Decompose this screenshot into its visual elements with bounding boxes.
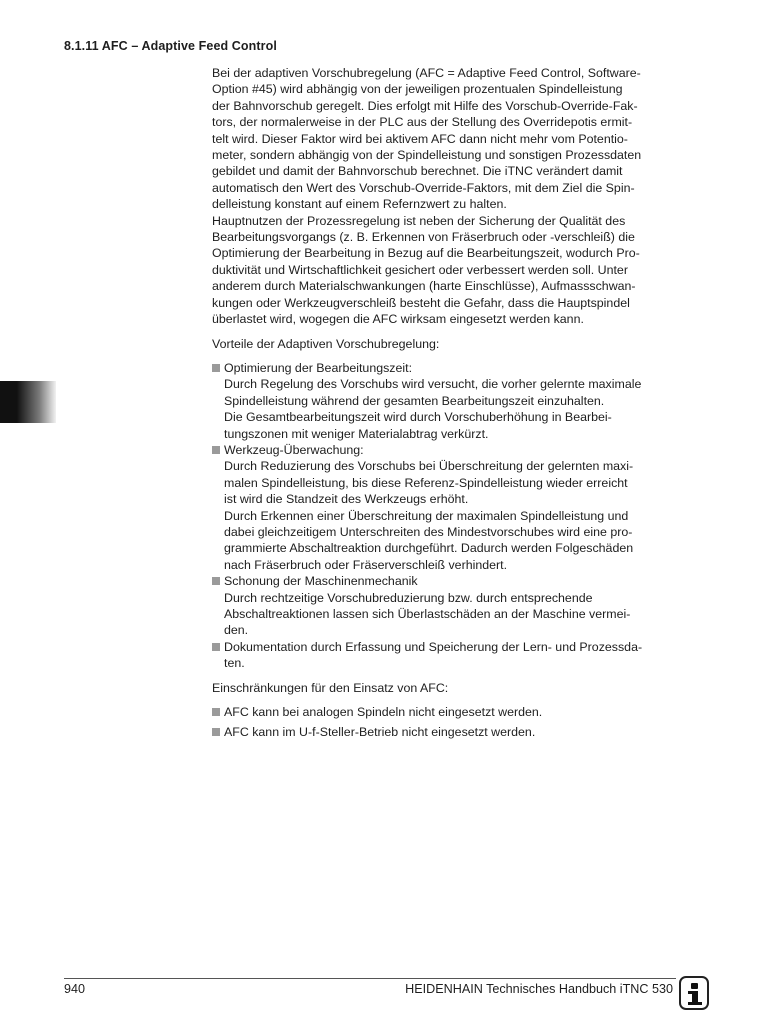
restrictions-list xyxy=(212,704,678,741)
list-item-title: Optimierung der Bearbeitungszeit: xyxy=(224,360,413,375)
text-line: Hauptnutzen der Prozessregelung ist neben der Sicherung der Qualität des xyxy=(212,213,626,228)
list-item-title: Dokumentation durch Erfassung und Speicherung der Lern- und Prozessda- xyxy=(224,639,643,654)
text-line: Durch rechtzeitige Vorschubreduzierung bzw. durch entsprechende xyxy=(224,590,593,605)
list-item xyxy=(212,573,678,639)
list-item xyxy=(212,639,678,672)
text-line: tors, der normalerweise in der PLC aus der Stellung des Overridepotis ermit- xyxy=(212,115,633,130)
footer-divider xyxy=(64,978,676,979)
text-line: ten. xyxy=(224,656,245,671)
text-line: den. xyxy=(224,623,249,638)
text-line: meter, sondern abhängig von der Spindelleistung und sonstigen Prozessdaten xyxy=(212,148,642,163)
text-line: telt wird. Dieser Faktor wird bei aktivem AFC dann nicht mehr vom Potentio- xyxy=(212,131,628,146)
text-line: automatisch den Wert des Vorschub-Override-Faktors, mit dem Ziel die Spin- xyxy=(212,180,635,195)
text-line: Spindelleistung während der gesamten Bearbeitungszeit einzuhalten. xyxy=(224,393,605,408)
square-bullet-icon xyxy=(212,577,220,585)
text-line: gebildet und damit der Bahnvorschub berechnet. Die iTNC verändert damit xyxy=(212,164,623,179)
list-item-title: Werkzeug-Überwachung: xyxy=(224,442,364,457)
list-item xyxy=(212,704,678,720)
text-line: kungen oder Werkzeugverschleiß besteht die Gefahr, dass die Hauptspindel xyxy=(212,295,630,310)
list-item-title: Schonung der Maschinenmechanik xyxy=(224,574,418,589)
text-line: malen Spindelleistung, bis diese Referenz-Spindelleistung wieder erreicht xyxy=(224,475,628,490)
text-line: ist wird die Standzeit des Werkzeugs erhöht. xyxy=(224,492,469,507)
text-line: Bearbeitungsvorgangs (z. B. Erkennen von Fräserbruch oder -verschleiß) die xyxy=(212,230,635,245)
footer-title: HEIDENHAIN Technisches Handbuch iTNC 530 xyxy=(405,982,673,996)
text-line: duktivität und Wirtschaftlichkeit gesichert oder verbessert werden soll. Unter xyxy=(212,262,628,277)
list-item xyxy=(212,360,678,442)
list-item-text: AFC kann im U-f-Steller-Betrieb nicht eingesetzt werden. xyxy=(224,725,536,740)
section-heading: 8.1.11 AFC – Adaptive Feed Control xyxy=(64,39,277,53)
text-line: anderem durch Materialschwankungen (harte Einschlüsse), Aufmassschwan- xyxy=(212,279,636,294)
list-item-text: AFC kann bei analogen Spindeln nicht eingesetzt werden. xyxy=(224,705,543,720)
text-line: tungszonen mit weniger Materialabtrag verkürzt. xyxy=(224,426,489,441)
text-line: Abschaltreaktionen lassen sich Überlastschäden an der Maschine vermei- xyxy=(224,607,631,621)
text-line: Durch Reduzierung des Vorschubs bei Überschreitung der gelernten maxi- xyxy=(224,459,634,474)
text-line: Die Gesamtbearbeitungszeit wird durch Vorschuberhöhung in Bearbei- xyxy=(224,410,612,425)
text-line: Durch Erkennen einer Überschreitung der maximalen Spindelleistung und xyxy=(224,508,629,523)
text-line: Option #45) wird abhängig von der jeweiligen prozentualen Spindelleistung xyxy=(212,82,623,97)
text-line: delleistung konstant auf einem Refernzwert zu halten. xyxy=(212,197,507,212)
text-line: überlastet wird, wogegen die AFC wirksam eingesetzt werden kann. xyxy=(212,312,584,327)
chapter-tab xyxy=(0,381,56,423)
square-bullet-icon xyxy=(212,643,220,651)
square-bullet-icon xyxy=(212,446,220,454)
page-number: 940 xyxy=(64,982,86,996)
intro-paragraph xyxy=(212,65,678,328)
list-item xyxy=(212,442,678,573)
list-item xyxy=(212,724,678,740)
square-bullet-icon xyxy=(212,708,220,716)
advantages-list xyxy=(212,360,678,672)
text-line: dabei gleichzeitigem Unterschreiten des Mindestvorschubes wird eine pro- xyxy=(224,524,633,539)
restrictions-intro: Einschränkungen für den Einsatz von AFC: xyxy=(212,680,449,695)
square-bullet-icon xyxy=(212,728,220,736)
info-icon xyxy=(679,976,709,1010)
text-line: Durch Regelung des Vorschubs wird versucht, die vorher gelernte maximale xyxy=(224,377,642,392)
advantages-intro: Vorteile der Adaptiven Vorschubregelung: xyxy=(212,336,440,351)
square-bullet-icon xyxy=(212,364,220,372)
text-line: Optimierung der Bearbeitung in Bezug auf die Bearbeitungszeit, wodurch Pro- xyxy=(212,246,640,261)
text-line: nach Fräserbruch oder Fräserverschleiß verhindert. xyxy=(224,557,508,572)
text-line: der Bahnvorschub geregelt. Dies erfolgt mit Hilfe des Vorschub-Override-Fak- xyxy=(212,98,638,113)
text-line: grammierte Abschaltreaktion durchgeführt. Dadurch werden Folgeschäden xyxy=(224,541,634,556)
text-line: Bei der adaptiven Vorschubregelung (AFC = Adaptive Feed Control, Software- xyxy=(212,66,641,80)
main-content xyxy=(212,65,678,741)
